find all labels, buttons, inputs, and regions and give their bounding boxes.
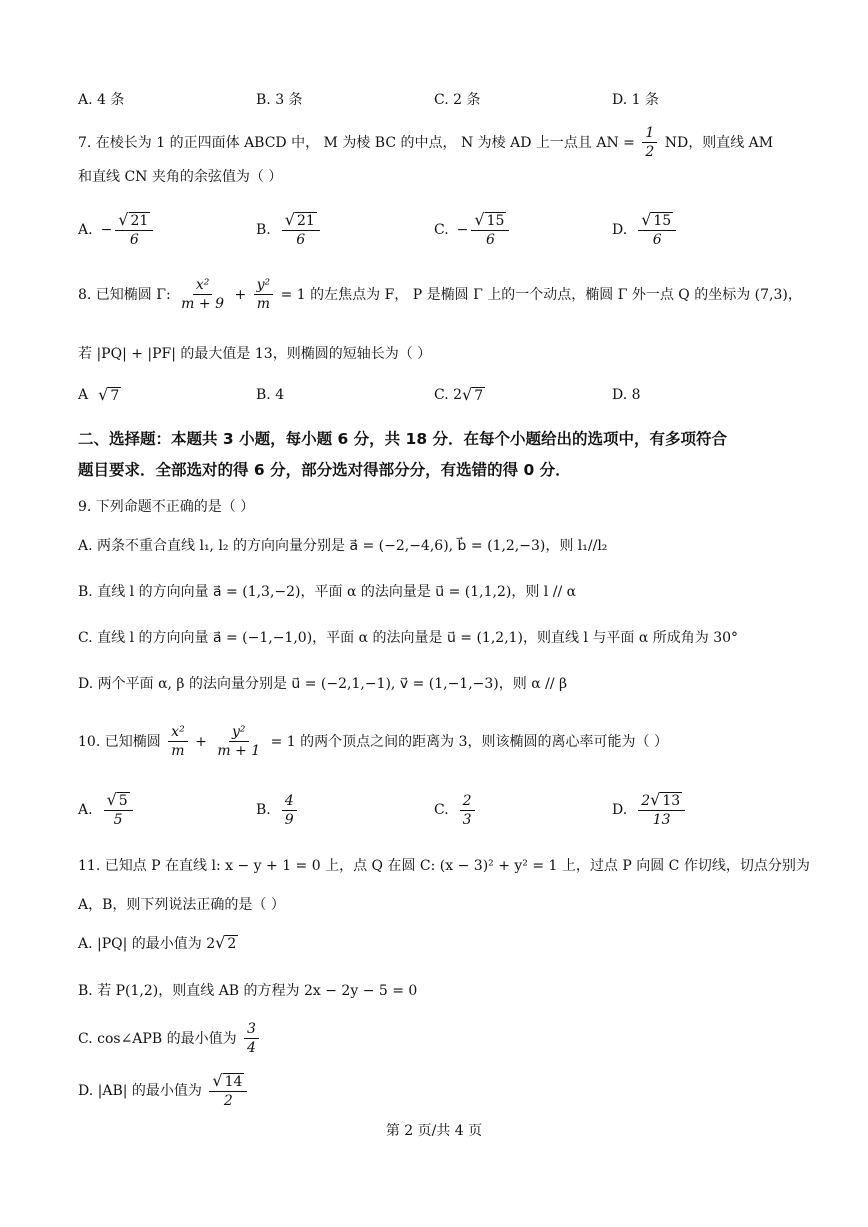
option-fraction: √ 5 5: [104, 791, 133, 829]
option-fraction: √ 21 6: [115, 211, 153, 249]
option-label: C. 2: [434, 387, 463, 403]
option-c-text: C. cos∠APB 的最小值为: [78, 1030, 237, 1047]
section-2-line2: 题目要求．全部选对的得 6 分，部分选对得部分分，有选错的得 0 分．: [78, 461, 571, 479]
q7-option-c: [434, 208, 512, 252]
q8-stem-line1: [78, 276, 808, 313]
q7-option-a: [78, 208, 156, 252]
denominator: 6: [485, 232, 495, 248]
q10-frac-y: [214, 723, 263, 760]
radicand: 21: [296, 213, 315, 229]
option-a-text: A. |PQ| 的最小值为 2: [78, 936, 216, 952]
q11-option-b: B. 若 P(1,2)，则直线 AB 的方程为 2x − 2y − 5 = 0: [78, 983, 418, 999]
denominator: 2: [223, 1093, 233, 1109]
option-label: B.: [256, 802, 271, 818]
q6-option-b: B. 3 条: [256, 92, 303, 108]
q6-option-a: A. 4 条: [78, 92, 125, 108]
frac-den: m: [256, 296, 271, 312]
section-2-heading: [78, 424, 812, 486]
radicand: 2: [227, 936, 237, 952]
denominator: 6: [296, 232, 306, 248]
option-sign: −: [456, 222, 469, 238]
denominator: 9: [284, 811, 294, 828]
plus-sign: +: [195, 733, 207, 750]
q8-post: = 1 的左焦点为 F， P 是椭圆 Γ 上的一个动点，椭圆 Γ 外一点 Q 的坐标为 (7,3)，: [280, 286, 802, 303]
q8-frac-y: [254, 276, 274, 313]
denominator: 6: [652, 232, 662, 248]
plus-sign: +: [234, 286, 247, 303]
radicand: 13: [662, 793, 681, 809]
q11-option-a: A. |PQ| 的最小值为 2 √ 2: [78, 933, 237, 952]
q9-option-c: C. 直线 l 的方向向量 a⃗ = (−1,−1,0)，平面 α 的法向量是 u⃗ = (1,2,1)，则直线 l 与平面 α 所成角为 30°: [78, 630, 739, 646]
q7-stem-line2: 和直线 CN 夹角的余弦值为（ ）: [78, 169, 283, 185]
q11-option-c: [78, 1020, 808, 1057]
q8-stem-line2: 若 |PQ| + |PF| 的最大值是 13，则椭圆的短轴长为（ ）: [78, 346, 432, 362]
q10-stem: [78, 723, 808, 760]
q10-frac-x: [168, 723, 188, 760]
frac-den: m: [171, 743, 185, 759]
frac-num: y²: [254, 276, 274, 295]
denominator: 4: [247, 1040, 256, 1056]
option-fraction: [282, 792, 297, 829]
option-label: B.: [256, 222, 271, 238]
q9-option-a: A. 两条不重合直线 l₁, l₂ 的方向向量分别是 a⃗ = (−2,−4,6), b⃗ = (1,2,−3)，则 l₁//l₂: [78, 538, 608, 554]
q10-pre: 10. 已知椭圆: [78, 733, 161, 750]
option-fraction: √ 15 6: [638, 211, 676, 249]
frac-den: m + 9: [181, 296, 224, 312]
q10-option-c: [434, 788, 478, 832]
q7-frac-den: 2: [645, 144, 655, 160]
q8-options: [78, 384, 808, 428]
option-label: A.: [78, 222, 93, 238]
option-fraction: 2 √ 13 13: [638, 791, 685, 829]
q10-post: = 1 的两个顶点之间的距离为 3，则该椭圆的离心率可能为（ ）: [270, 733, 668, 750]
denominator: 5: [113, 812, 123, 828]
radicand: 7: [474, 388, 484, 404]
radicand: 21: [130, 213, 149, 229]
q7-fraction: [642, 124, 657, 161]
q11-stem-line1: 11. 已知点 P 在直线 l: x − y + 1 = 0 上，点 Q 在圆 C: (x − 3)² + y² = 1 上，过点 P 向圆 C 作切线，切点分别为: [78, 858, 810, 874]
q7-stem-post: ND，则直线 AM: [664, 134, 774, 151]
option-fraction: [460, 792, 475, 829]
frac-num: x²: [193, 276, 213, 295]
q10-option-a: [78, 788, 136, 832]
option-fraction: [244, 1020, 259, 1057]
radicand: 5: [118, 793, 128, 809]
option-d-text: D. |AB| 的最小值为: [78, 1083, 202, 1099]
frac-num: y²: [229, 723, 249, 742]
q9-stem: 9. 下列命题不正确的是（ ）: [78, 499, 255, 515]
q8-pre: 8. 已知椭圆 Γ:: [78, 286, 171, 303]
numerator: 3: [244, 1020, 259, 1039]
option-fraction: √ 21 6: [282, 211, 320, 249]
q7-frac-num: 1: [642, 124, 657, 143]
q6-option-d: D. 1 条: [612, 92, 659, 108]
q10-option-b: [256, 788, 300, 832]
denominator: 6: [129, 232, 139, 248]
q8-option-b: B. 4: [256, 387, 285, 403]
option-label: A.: [78, 802, 93, 818]
q9-option-d: D. 两个平面 α, β 的法向量分别是 u⃗ = (−2,1,−1), v⃗ = (1,−1,−3)，则 α // β: [78, 676, 568, 692]
numerator: 4: [282, 792, 297, 811]
option-label: A: [78, 387, 89, 403]
page-footer: 第 2 页/共 4 页: [385, 1123, 483, 1139]
radicand: 14: [224, 1074, 243, 1090]
frac-num: x²: [168, 723, 188, 742]
radicand: 15: [486, 213, 505, 229]
numerator: 2: [460, 792, 475, 811]
q6-option-c: C. 2 条: [434, 92, 481, 108]
denominator: 3: [462, 811, 472, 828]
option-label: D.: [612, 802, 628, 818]
section-2-line1: 二、选择题：本题共 3 小题，每小题 6 分，共 18 分．在每个小题给出的选项中，有多项符合: [78, 430, 728, 448]
option-label: D.: [612, 222, 628, 238]
q8-frac-x: [178, 276, 227, 313]
q8-option-c: C. 2 √ 7: [434, 385, 484, 404]
option-fraction: √ 15 6: [471, 211, 509, 249]
q8-option-d: D. 8: [612, 387, 641, 403]
q7-options: [78, 208, 808, 252]
denominator: 13: [652, 812, 671, 828]
q7-option-b: [256, 208, 323, 252]
option-label: C.: [434, 222, 449, 238]
q11-option-d: [78, 1072, 808, 1110]
option-fraction: √ 14 2: [209, 1072, 247, 1110]
q10-options: [78, 788, 808, 832]
coefficient: 2: [641, 793, 651, 809]
option-sign: −: [100, 222, 113, 238]
q11-stem-line2: A，B，则下列说法正确的是（ ）: [78, 897, 285, 913]
q7-stem-pre: 7. 在棱长为 1 的正四面体 ABCD 中， M 为棱 BC 的中点， N 为棱 AD 上一点且 AN =: [78, 134, 635, 151]
q8-option-a: A √ 7: [78, 385, 120, 404]
frac-den: m + 1: [217, 743, 261, 759]
radicand: 7: [110, 388, 120, 404]
radicand: 15: [653, 213, 672, 229]
q7-stem-line1: [78, 124, 808, 161]
q10-option-d: [612, 788, 688, 832]
option-label: C.: [434, 802, 449, 818]
q7-option-d: [612, 208, 679, 252]
q9-option-b: B. 直线 l 的方向向量 a⃗ = (1,3,−2)，平面 α 的法向量是 u⃗ = (1,1,2)，则 l // α: [78, 584, 577, 600]
